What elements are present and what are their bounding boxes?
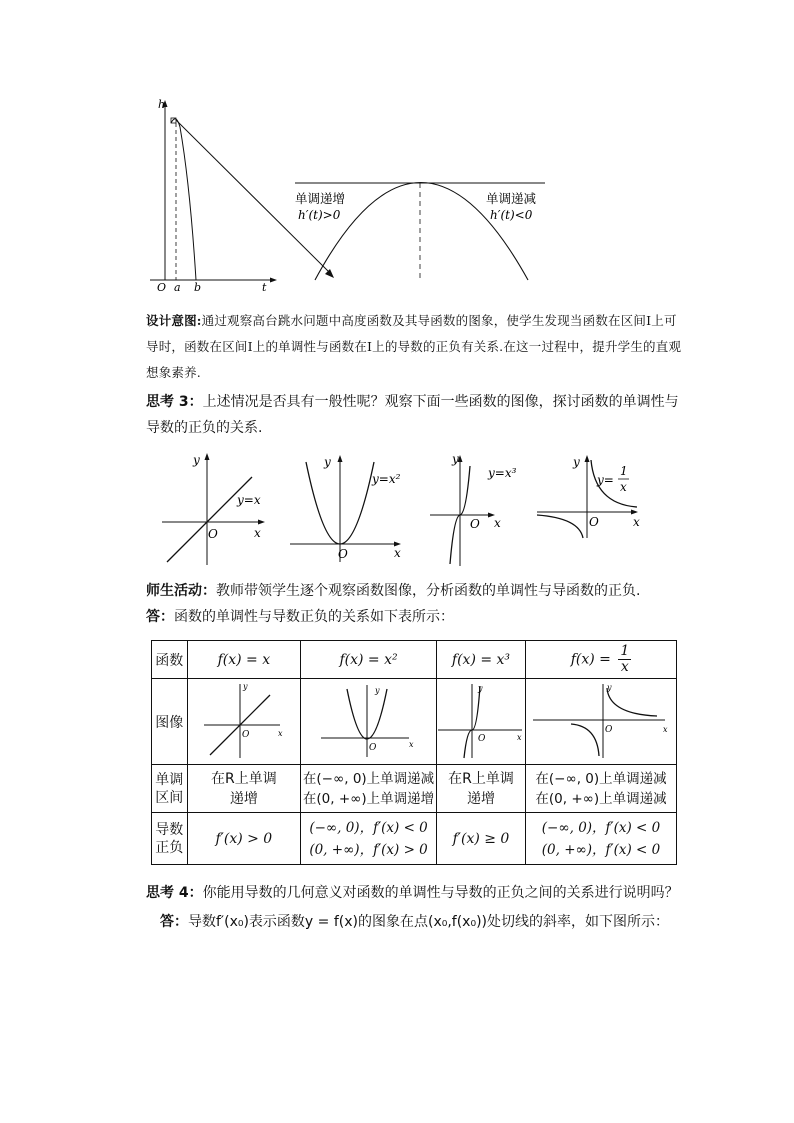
origin-label: O [470, 517, 480, 531]
tick-b-label: b [194, 281, 202, 294]
monotonic-line: 在(0, +∞)上单调递减 [535, 790, 667, 807]
table-row-monotonic [152, 765, 677, 813]
think4-text: 你能用导数的几何意义对函数的单调性与导数的正负之间的关系进行说明吗？ [202, 885, 679, 901]
monotonic-line: 在(0, +∞)上单调递增 [302, 790, 435, 807]
table-row-function [152, 641, 677, 679]
monotonic-line: 在(−∞, 0)上单调递减 [302, 770, 435, 787]
mini-graph-quadratic [319, 681, 419, 759]
function-cell: f(x) = x² [301, 641, 437, 679]
decreasing-label: 单调递减 [486, 191, 537, 206]
origin-label: O [208, 527, 218, 541]
think3-text: 上述情况是否具有一般性呢？观察下面一些函数的图像，探讨函数的单调性与导数的正负的关系. [146, 394, 679, 436]
derivative-line: (0, +∞)，f′(x) < 0 [541, 841, 661, 858]
x-axis-label: x [494, 516, 501, 530]
t-axis-label: t [262, 281, 267, 294]
hyperbola-left [537, 515, 583, 538]
fraction-numerator: 1 [620, 643, 630, 659]
curve-label: y=x [237, 493, 261, 507]
derivative-line: (−∞, 0)，f′(x) < 0 [309, 819, 428, 836]
design-intent-text: 通过观察高台跳水问题中高度函数及其导函数的图象，使学生发现当函数在区间I上可导时，函数在区间I上的单调性与函数在I上的导数的正负有关系.在这一过程中，提升学生的直观想象素养. [146, 313, 682, 380]
y-axis-label: y [242, 681, 248, 691]
y-axis-label: y [193, 453, 200, 467]
table-row-graph [152, 679, 677, 765]
design-intent-paragraph [146, 308, 686, 386]
diving-figure [150, 95, 550, 300]
row-header-line: 正负 [155, 839, 184, 856]
function-cell: f(x) = x³ [436, 641, 525, 679]
graph-y-eq-x-squared [288, 452, 408, 567]
y-axis-label: y [324, 455, 331, 469]
think4-label: 思考 4： [146, 885, 203, 901]
monotonic-line: 在R上单调 [211, 770, 277, 787]
derivative-cell: f′(x) > 0 [187, 813, 301, 865]
monotonic-cell [187, 765, 301, 813]
derivative-line: (−∞, 0)，f′(x) < 0 [541, 819, 661, 836]
monotonic-line: 递增 [466, 790, 495, 807]
x-axis-label: x [394, 546, 401, 560]
answer1-label: 答： [146, 609, 174, 625]
monotonic-cell [301, 765, 437, 813]
think4-paragraph [146, 880, 706, 906]
curve-label-numerator: 1 [620, 464, 628, 478]
answer1-text: 函数的单调性与导数正负的关系如下表所示： [174, 609, 454, 625]
y-axis-label: y [452, 452, 459, 466]
fraction-denominator: x [620, 659, 629, 675]
y-axis-label: y [573, 455, 580, 469]
answer1-paragraph [146, 604, 686, 630]
row-header-derivative [152, 813, 188, 865]
line-y-eq-x [167, 477, 252, 562]
derivative-cell: f′(x) ≥ 0 [436, 813, 525, 865]
row-header-line: 区间 [155, 789, 184, 806]
origin-label: O [605, 724, 613, 735]
activity-text: 教师带领学生逐个观察函数图像，分析函数的单调性与导函数的正负. [216, 583, 641, 599]
increasing-label: 单调递增 [295, 191, 346, 206]
derivative-cell [301, 813, 437, 865]
h-axis-label: h [158, 98, 166, 111]
increasing-derivative: h′(t)>0 [298, 208, 341, 222]
mini-graph-cell [436, 679, 525, 765]
monotonic-cell [526, 765, 677, 813]
mini-graph-cell [526, 679, 677, 765]
curve-label: y=x³ [488, 466, 517, 480]
y-axis-label: y [607, 682, 612, 692]
activity-paragraph [146, 578, 686, 604]
height-curve [171, 119, 196, 280]
x-axis-label: x [254, 526, 261, 540]
graph-y-eq-x-cubed [428, 450, 538, 568]
mini-graph-cell [301, 679, 437, 765]
decreasing-derivative: h′(t)<0 [490, 208, 533, 222]
design-intent-label: 设计意图: [146, 313, 202, 328]
monotonicity-table [151, 640, 677, 865]
graph-y-eq-x [160, 450, 275, 570]
mini-graph-cell [187, 679, 301, 765]
monotonic-line: 在R上单调 [448, 770, 514, 787]
think3-label: 思考 3： [146, 394, 203, 410]
origin-label: O [241, 729, 250, 740]
row-header-line: 单调 [155, 771, 184, 788]
y-axis-label: y [374, 685, 380, 695]
monotonic-line: 递增 [229, 790, 258, 807]
derivative-cell [526, 813, 677, 865]
origin-label: O [368, 742, 376, 753]
y-axis-label: y [477, 683, 483, 693]
x-axis-label: x [277, 728, 283, 738]
table-row-derivative [152, 813, 677, 865]
row-header-graph: 图像 [152, 679, 188, 765]
activity-label: 师生活动： [146, 583, 216, 599]
answer2-text: 导数f′(x₀)表示函数y = f(x)的图象在点(x₀,f(x₀))处切线的斜率，如下图所示： [188, 914, 670, 930]
origin-label: O [477, 733, 486, 744]
function-cell [526, 641, 677, 679]
monotonic-cell [436, 765, 525, 813]
graph-y-eq-1-over-x [535, 452, 650, 540]
origin-label: O [589, 515, 599, 529]
function-cell: f(x) = x [187, 641, 301, 679]
mini-graph-reciprocal [531, 680, 671, 760]
function-prefix: f(x) = [570, 651, 611, 668]
answer2-label: 答： [160, 914, 188, 930]
curve-label: y=x² [372, 472, 401, 486]
curve-label-denominator: x [620, 480, 627, 494]
curve-label-prefix: y= [597, 473, 614, 487]
x-axis-label: x [408, 739, 414, 749]
row-header-line: 导数 [155, 821, 184, 838]
mini-graph-linear [204, 680, 284, 760]
origin-label: O [157, 281, 167, 294]
x-axis-label: x [663, 724, 668, 734]
answer2-paragraph [160, 909, 700, 935]
think3-paragraph [146, 389, 686, 441]
mini-graph-cubic [438, 680, 524, 760]
monotonic-line: 在(−∞, 0)上单调递减 [535, 770, 667, 787]
origin-label: O [338, 547, 348, 561]
x-axis-label: x [633, 515, 640, 529]
x-axis-label: x [516, 732, 522, 742]
tick-a-label: a [174, 281, 181, 294]
derivative-line: (0, +∞)，f′(x) > 0 [309, 841, 428, 858]
row-header-function: 函数 [152, 641, 188, 679]
row-header-monotonic [152, 765, 188, 813]
